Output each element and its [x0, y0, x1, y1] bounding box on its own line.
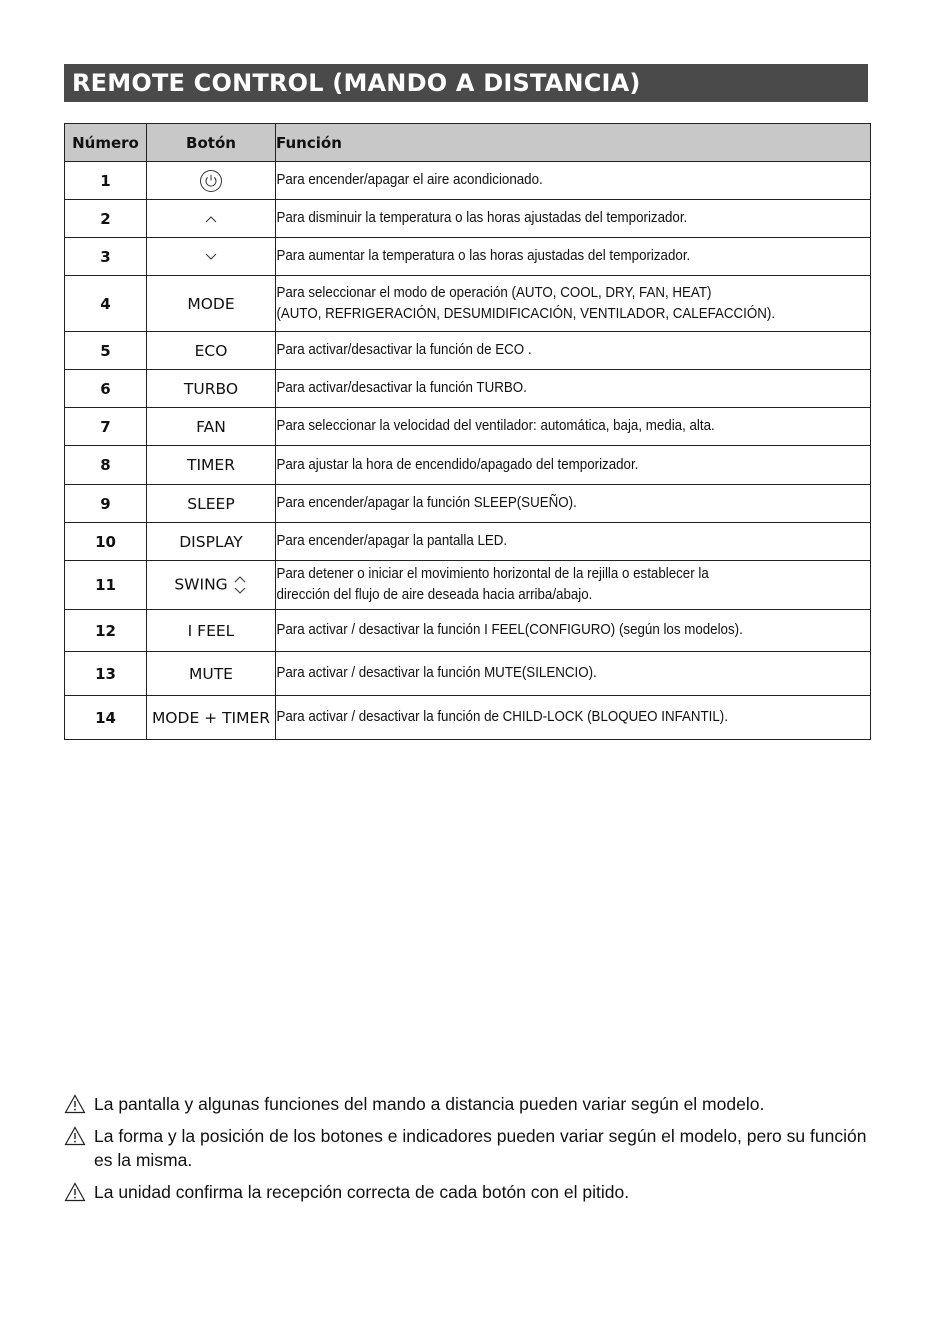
button-cell [147, 485, 276, 523]
function-line: Para seleccionar el modo de operación (AUTO, COOL, DRY, FAN, HEAT) [275, 284, 711, 301]
button-label: MODE [187, 294, 235, 313]
table-row [65, 652, 871, 696]
table-row [65, 523, 871, 561]
row-number: 10 [65, 523, 147, 561]
function-description [276, 485, 823, 523]
function-line: Para disminuir la temperatura o las horas ajustadas del temporizador. [275, 210, 687, 226]
table-row [65, 561, 871, 610]
swing-updown-icon [232, 576, 248, 594]
row-number: 1 [65, 162, 147, 200]
function-description [276, 523, 823, 561]
button-label: SLEEP [187, 494, 235, 513]
button-label: FAN [196, 417, 226, 436]
table-row [65, 408, 871, 446]
function-line: Para encender/apagar la pantalla LED. [275, 533, 507, 549]
row-number: 8 [65, 446, 147, 485]
table-row [65, 238, 871, 276]
row-number: 5 [65, 332, 147, 370]
function-line: Para detener o iniciar el movimiento horizontal de la rejilla o establecer la [275, 566, 709, 582]
notes-list [64, 1092, 874, 1212]
chevron-up-icon [204, 210, 218, 228]
button-label: TIMER [187, 456, 235, 474]
button-label: MODE + TIMER [151, 708, 271, 727]
function-line: dirección del flujo de aire deseada hacia arriba/abajo. [275, 587, 592, 603]
table-row [65, 332, 871, 370]
row-number: 14 [65, 696, 147, 740]
note-item [64, 1124, 874, 1172]
function-line: Para activar/desactivar la función de ECO . [275, 342, 532, 358]
function-description [276, 446, 823, 485]
button-label: TURBO [183, 379, 239, 398]
function-description [276, 370, 823, 408]
button-cell [147, 408, 276, 446]
function-line: Para activar/desactivar la función TURBO. [275, 380, 527, 396]
function-line: Para aumentar la temperatura o las horas ajustadas del temporizador. [275, 248, 690, 264]
function-description [276, 696, 823, 740]
function-description [276, 276, 823, 332]
row-number: 11 [65, 561, 147, 610]
table-row [65, 485, 871, 523]
function-line: Para activar / desactivar la función de CHILD-LOCK (BLOQUEO INFANTIL). [275, 709, 728, 725]
table-row [65, 200, 871, 238]
column-header-function: Función [276, 124, 871, 162]
button-cell [147, 276, 276, 332]
button-cell [147, 561, 276, 610]
button-label: I FEEL [187, 621, 235, 640]
row-number: 6 [65, 370, 147, 408]
function-description [276, 200, 823, 238]
row-number: 9 [65, 485, 147, 523]
button-label: DISPLAY [179, 532, 243, 551]
row-number: 7 [65, 408, 147, 446]
function-line: Para activar / desactivar la función MUTE(SILENCIO). [275, 665, 597, 681]
button-cell [147, 696, 276, 740]
note-text: La forma y la posición de los botones e indicadores pueden variar según el modelo, pero su función es la misma. [94, 1126, 867, 1170]
table-row [65, 276, 871, 332]
button-cell [147, 332, 276, 370]
page-title: REMOTE CONTROL (MANDO A DISTANCIA) [64, 64, 868, 102]
button-cell [147, 446, 276, 485]
table-header-row [65, 124, 871, 162]
function-line: Para seleccionar la velocidad del ventilador: automática, baja, media, alta. [275, 418, 715, 434]
table-row [65, 162, 871, 200]
function-description [276, 332, 823, 370]
button-cell [147, 238, 276, 276]
table-row [65, 446, 871, 485]
table-row [65, 610, 871, 652]
warning-icon [64, 1126, 86, 1152]
function-line: Para ajustar la hora de encendido/apagado del temporizador. [275, 456, 638, 473]
note-text: La pantalla y algunas funciones del mando a distancia pueden variar según el modelo. [94, 1094, 765, 1114]
power-icon [199, 171, 223, 189]
row-number: 12 [65, 610, 147, 652]
button-cell [147, 200, 276, 238]
button-label: ECO [194, 341, 228, 360]
table-row [65, 696, 871, 740]
row-number: 3 [65, 238, 147, 276]
function-description [276, 652, 823, 696]
button-cell [147, 652, 276, 696]
function-line: (AUTO, REFRIGERACIÓN, DESUMIDIFICACIÓN, VENTILADOR, CALEFACCIÓN). [275, 305, 775, 322]
row-number: 13 [65, 652, 147, 696]
button-label: SWING [174, 575, 228, 594]
button-cell [147, 523, 276, 561]
button-cell [147, 610, 276, 652]
note-item [64, 1180, 874, 1204]
column-header-number: Número [65, 124, 147, 162]
note-item [64, 1092, 874, 1116]
warning-icon [64, 1182, 86, 1208]
row-number: 4 [65, 276, 147, 332]
remote-control-table [64, 123, 871, 740]
function-description [276, 561, 823, 610]
function-description [276, 162, 823, 200]
button-label: MUTE [189, 664, 233, 683]
note-text: La unidad confirma la recepción correcta de cada botón con el pitido. [94, 1182, 630, 1202]
function-line: Para activar / desactivar la función I FEEL(CONFIGURO) (según los modelos). [275, 622, 743, 638]
warning-icon [64, 1094, 86, 1120]
button-cell [147, 370, 276, 408]
function-line: Para encender/apagar el aire acondicionado. [275, 172, 543, 188]
function-line: Para encender/apagar la función SLEEP(SUEÑO). [275, 495, 577, 511]
table-row [65, 370, 871, 408]
function-description [276, 408, 823, 446]
button-cell [147, 162, 276, 200]
function-description [276, 610, 823, 652]
row-number: 2 [65, 200, 147, 238]
function-description [276, 238, 823, 276]
chevron-down-icon [204, 248, 218, 266]
column-header-button: Botón [147, 124, 276, 162]
